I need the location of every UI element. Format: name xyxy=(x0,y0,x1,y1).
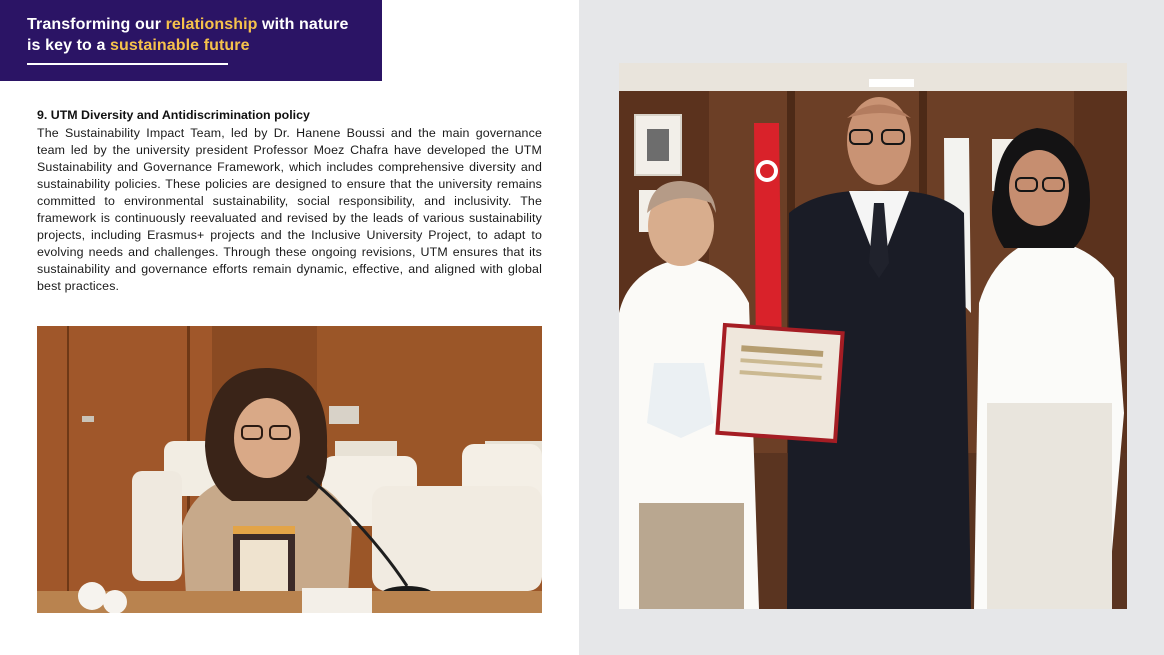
photo-award-ceremony xyxy=(619,63,1127,609)
banner-title-text: Transforming our xyxy=(27,16,166,33)
banner-underline xyxy=(27,63,228,65)
banner-title-text: is key to a xyxy=(27,37,111,54)
header-banner xyxy=(0,0,382,81)
banner-title-highlight: relationship xyxy=(165,16,258,33)
banner-title-highlight: sustainable future xyxy=(110,37,250,54)
banner-title xyxy=(27,14,372,56)
banner-title-text: with nature xyxy=(257,16,349,33)
photo-speaker-seated xyxy=(37,326,542,613)
section-heading: 9. UTM Diversity and Antidiscrimination policy xyxy=(37,108,310,122)
section-body: The Sustainability Impact Team, led by Dr. Hanene Boussi and the main governance team led by the university president Professor Moez Chafra have developed the UTM Sustainability and Governance Framework, which includes comprehensive diversity and sustainability policies. These policies are designed to ensure that the university remains committed to environmental sustainability, social responsibility, and inclusivity. The framework is continuously reevaluated and revised by the leads of various sustainability projects, including Erasmus+ projects and the Inclusive University Project, to adapt to evolving needs and challenges. Through these ongoing revisions, UTM ensures that its sustainability and governance efforts remain dynamic, effective, and aligned with global best practices. xyxy=(37,126,542,293)
